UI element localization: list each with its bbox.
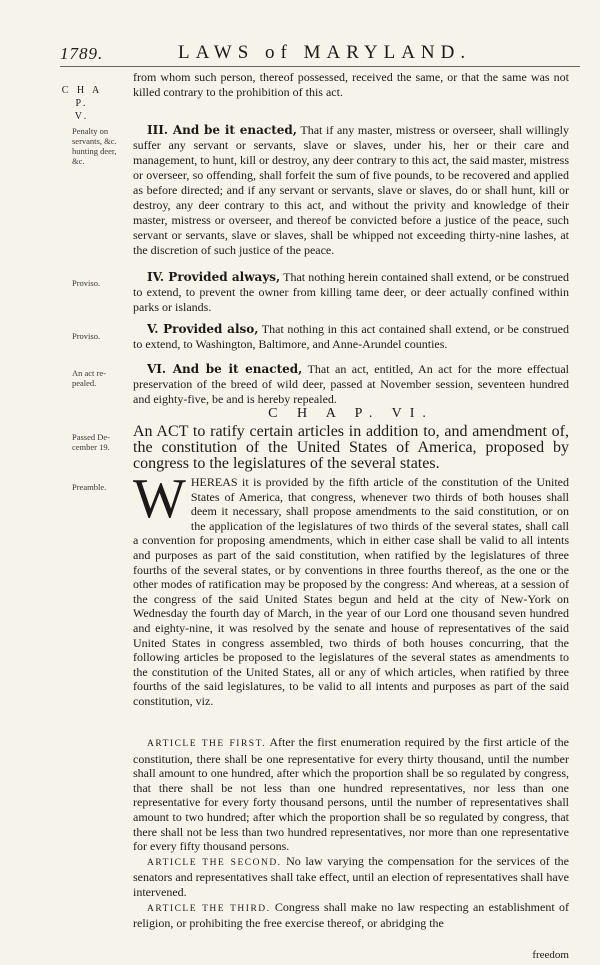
act-title: An ACT to ratify certain articles in addition to, and amendment of, the constitution of the United States of America, proposed by congress to the legislatures of the several states. bbox=[133, 423, 569, 472]
section-4 bbox=[133, 270, 569, 315]
section-5 bbox=[133, 322, 569, 352]
catchword: freedom bbox=[532, 949, 569, 961]
article-1 bbox=[133, 735, 569, 854]
section-3-lead: III. And be it enacted, bbox=[147, 123, 297, 137]
margin-note-passed: Passed De-cember 19. bbox=[72, 432, 111, 452]
margin-note-proviso-1: Proviso. bbox=[72, 278, 101, 288]
section-6-lead: VI. And be it enacted, bbox=[147, 362, 303, 376]
running-chap-number: V. bbox=[74, 111, 90, 122]
margin-note-proviso-2: Proviso. bbox=[72, 331, 101, 341]
article-1-text: After the first enumeration required by the first article of the constitution, there shall be one representative for every thirty thousand, until the number shall amount to one hundred, after which the proportion shall be so regulated by congress, that there shall be not less than one hundred representatives, nor less than one representative for every forty thousand persons, until the number of representatives shall amount to two hundred; after which the proportion shall be so regulated by congress, that there shall not be less than two hundred representatives, nor more than one representative for every fifty thousand persons. bbox=[133, 735, 569, 854]
preamble-dropcap: W bbox=[133, 468, 186, 530]
article-2-lead: ARTICLE THE SECOND. bbox=[147, 857, 282, 868]
header-title: LAWS of MARYLAND. bbox=[178, 42, 472, 63]
article-3-text: Congress shall make no law respecting an establishment of religion, or prohibiting the free exercise thereof, or abridging the bbox=[133, 899, 570, 931]
section-continuation bbox=[133, 70, 569, 100]
margin-note-penalty: Penalty on servants, &c. hunting deer, &c. bbox=[72, 126, 117, 166]
margin-note-preamble: Preamble. bbox=[72, 482, 107, 492]
margin-note-repealed: An act re-pealed. bbox=[72, 368, 106, 388]
running-chapter bbox=[60, 84, 104, 123]
section-6-text: That an act, entitled, An act for the more effectual preservation of the breed of wild deer, passed at November session, seventeen hundred and eighty-five, be and is hereby repealed. bbox=[133, 362, 569, 406]
article-1-lead: ARTICLE THE FIRST. bbox=[147, 739, 267, 749]
articles bbox=[133, 735, 569, 931]
chapter-heading: C H A P. VI. bbox=[268, 406, 434, 421]
section-4-text: That nothing herein contained shall extend, or be construed to extend, to prevent the owner from killing tame deer, or deer actually confined within parks or islands. bbox=[133, 270, 569, 314]
section-5-text: That nothing in this act contained shall extend, or be construed to extend, to Washington, Baltimore, and Anne-Arundel counties. bbox=[133, 322, 569, 351]
section-6 bbox=[133, 362, 569, 407]
section-3 bbox=[133, 123, 569, 258]
article-3-lead: ARTICLE THE THIRD. bbox=[147, 903, 271, 914]
section-4-lead: IV. Provided always, bbox=[147, 270, 281, 284]
preamble bbox=[133, 468, 569, 709]
header-rule bbox=[60, 66, 580, 67]
running-chap-label: C H A P. bbox=[61, 85, 103, 109]
section-5-lead: V. Provided also, bbox=[147, 322, 259, 336]
page-header bbox=[60, 38, 580, 66]
section-3-text: That if any master, mistress or overseer, shall willingly suffer any servant or servants, slave or slaves, under his, her or their care and management, to hunt, kill or destroy, any deer contrary to this act, the said master, mistress or overseer, so offending, shall forfeit the sum of five pounds, to be recovered and applied as before directed; and if any servant or servants, slave or slaves, do or shall hunt, kill or destroy, any deer contrary to this act, and without the privity and knowledge of their master, mistress or overseer, and thereof be convicted before a justice of the peace, such servant or servants, slave or slaves, shall be whipped not exceeding thirty-nine lashes, at the discretion of such justice of the peace. bbox=[133, 123, 569, 257]
article-2 bbox=[133, 854, 569, 900]
header-year: 1789. bbox=[60, 44, 104, 63]
preamble-text: HEREAS it is provided by the fifth article of the constitution of the United States of America, that congress, whenever two thirds of both houses shall deem it necessary, shall propose amendments to the said constitution, or on the application of the legislatures of two thirds of the several states, shall call a convention for proposing amendments, which in either case shall be valid to all intents and purposes as part of the said constitution, when ratified by the legislatures of three fourths of the several states, or by conventions in three fourths thereof, as the one or the other modes of ratification may be proposed by the congress: And whereas, at a session of the congress of the said United States begun and held at the city of New-York on Wednesday the fourth day of March, in the year of our Lord one thousand seven hundred and eighty-nine, it was resolved by the senate and house of representatives of the said United States in congress assembled, two thirds of both houses concurring, that the following articles be proposed to the legislatures of the several states as amendments to the constitution of the United States, all or any of which articles, when ratified by three fourths of the said legislatures, to be valid to all intents and purposes as part of the said constitution, viz. bbox=[133, 475, 569, 708]
article-3 bbox=[133, 900, 569, 931]
continuation-text: from whom such person, thereof possessed, received the same, or that the same was not killed contrary to the prohibition of this act. bbox=[133, 70, 569, 99]
article-2-text: No law varying the compensation for the services of the senators and representatives shall take effect, until an election of representatives shall have intervened. bbox=[133, 853, 569, 899]
